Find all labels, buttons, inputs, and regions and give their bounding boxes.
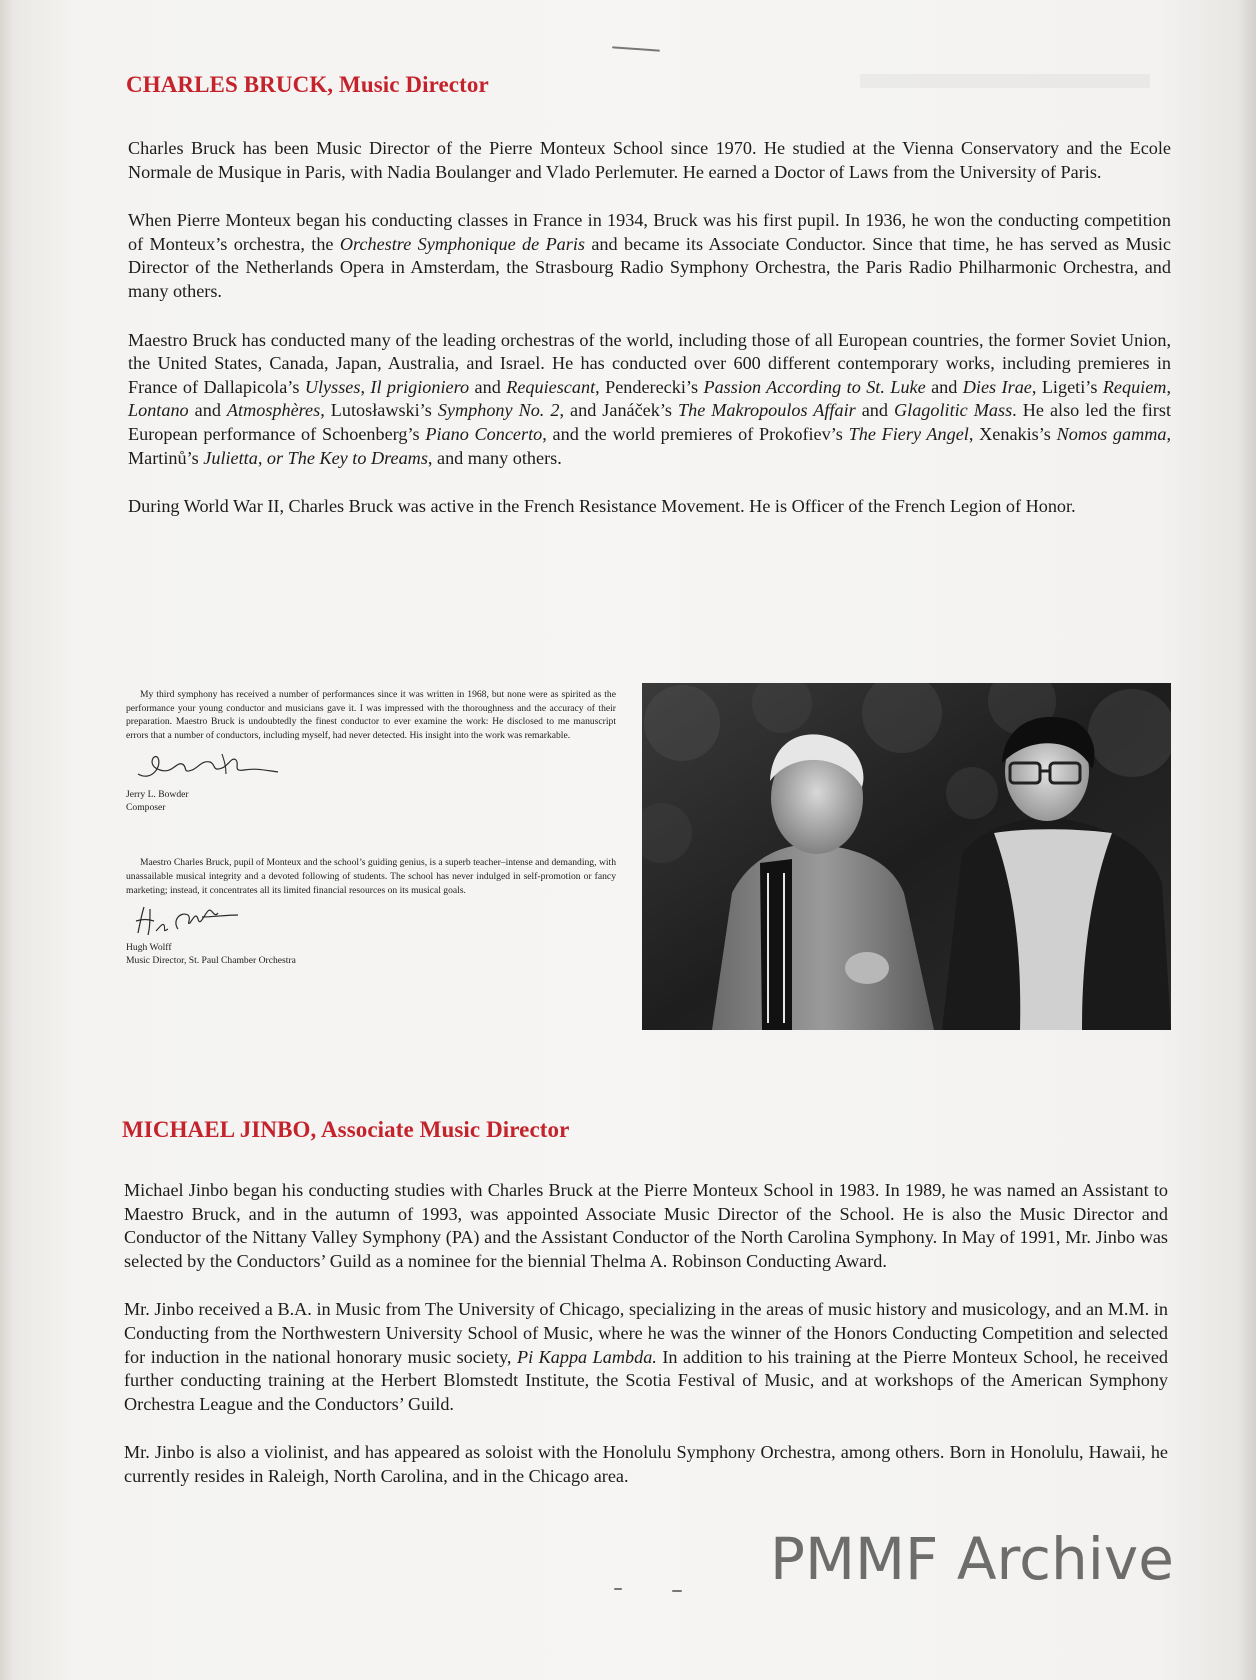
italic-title: Atmosphères — [226, 400, 321, 421]
italic-title: The Makropoulos Affair — [677, 400, 856, 421]
italic-title: Symphony No. 2 — [437, 400, 560, 421]
italic-title: Ulysses — [304, 376, 361, 397]
text-run: . He also led the first European performance of Schoenberg’s — [128, 400, 1171, 444]
text-run: Michael Jinbo began his conducting studies with Charles Bruck at the Pierre Monteux School in 1983. In 1989, he was named an Assistant to Maestro Bruck, and in the autumn of 1993, was appointed Associate Music Director of the School. He is also the Music Director and Conductor of the Nittany Valley Symphony (PA) and the Assistant Conductor of the North Carolina Symphony. In May of 1991, Mr. Jinbo was selected by the Conductors’ Guild as a nominee for the biennial Thelma A. Robinson Conducting Award. — [124, 1180, 1168, 1271]
italic-title: Julietta, or The Key to Dreams — [203, 447, 428, 468]
testimonial-author-name: Jerry L. Bowder — [126, 789, 189, 801]
text-run: , Penderecki’s — [595, 376, 704, 397]
page-shadow-left — [0, 0, 14, 1680]
italic-title: Requiescant — [506, 376, 596, 397]
testimonial-author-name: Hugh Wolff — [126, 942, 172, 954]
bleed-through-shape — [850, 68, 1150, 94]
bruck-biography — [128, 137, 1171, 544]
italic-title: Passion According to St. Luke — [703, 376, 926, 397]
testimonial-author-title: Music Director, St. Paul Chamber Orchestra — [126, 955, 296, 967]
italic-title: Lontano — [128, 400, 189, 421]
bleed-through-bar — [860, 74, 1150, 88]
bruck-heading-role: Music Director — [333, 72, 489, 97]
text-run: and — [188, 400, 227, 421]
text-run: During World War II, Charles Bruck was active in the French Resistance Movement. He is Officer of the French Legion of Honor. — [128, 496, 1076, 517]
testimonial-wolff — [126, 856, 616, 967]
testimonial-author-title: Composer — [126, 802, 166, 814]
paragraph — [124, 1179, 1168, 1273]
paper-smudge — [672, 1590, 682, 1592]
page-shadow-right — [1238, 0, 1256, 1680]
bleed-through-text — [820, 68, 1150, 102]
text-run: , Lutosławski’s — [320, 400, 438, 421]
paper-smudge — [612, 46, 660, 51]
italic-title: The Fiery Angel — [848, 423, 969, 444]
text-run: , Xenakis’s — [968, 423, 1057, 444]
bruck-heading — [126, 72, 489, 98]
text-run: , — [1166, 376, 1171, 397]
testimonial-quote: My third symphony has received a number of performances since it was written in 1968, but none were as spirited as the performance your young conductor and musicians gave it. I was impressed with the thoroughness and the accuracy of their preparation. Maestro Bruck is undoubtedly the finest conductor to ever examine the work: He disclosed to me manuscript errors that a number of conductors, including myself, had never detected. His insight into the work was remarkable. — [126, 689, 616, 741]
text-run: , — [360, 376, 371, 397]
archive-watermark: PMMF Archive — [770, 1525, 1174, 1593]
text-run: and became its Associate Conductor. Since that time, he has served as Music Director of the Netherlands Opera in Amsterdam, the Strasbourg Radio Symphony Orchestra, the Paris Radio Philharmonic Orchestra, and many others. — [128, 233, 1171, 301]
text-run: , and many others. — [427, 447, 562, 468]
photo-hand — [845, 952, 889, 984]
text-run: , Martinů’s — [128, 423, 1171, 468]
italic-title: Pi Kappa Lambda. — [516, 1346, 657, 1367]
italic-title: Requiem — [1102, 376, 1167, 397]
text-run: , and the world premieres of Prokofiev’s — [542, 423, 849, 444]
bowder-signature-icon — [132, 748, 282, 784]
paragraph — [128, 209, 1171, 303]
text-run: and — [469, 376, 507, 397]
text-run: and — [925, 376, 963, 397]
wolff-signature-icon — [132, 903, 242, 939]
paper-smudge — [614, 1588, 622, 1590]
text-run: When Pierre Monteux began his conducting classes in France in 1934, Bruck was his first pupil. In 1936, he won the conducting competition of Monteux’s orchestra, the — [128, 210, 1171, 254]
text-run: , Ligeti’s — [1031, 376, 1103, 397]
text-run: Charles Bruck has been Music Director of the Pierre Monteux School since 1970. He studied at the Vienna Conservatory and the Ecole Normale de Musique in Paris, with Nadia Boulanger and Vlado Perlemuter. He earned a Doctor of Laws from the University of Paris. — [128, 138, 1171, 182]
italic-title: Orchestre Symphonique de Paris — [339, 233, 585, 254]
paragraph — [124, 1298, 1168, 1416]
italic-title: Dies Irae — [962, 376, 1032, 397]
italic-title: Glagolitic Mass — [894, 400, 1013, 421]
text-run: In addition to his training at the Pierre Monteux School, he received further conducting training at the Herbert Blomstedt Institute, the Scotia Festival of Music, and at workshops of the American Symphony Orchestra League and the Conductors’ Guild. — [124, 1346, 1168, 1414]
testimonial-quote: Maestro Charles Bruck, pupil of Monteux and the school’s guiding genius, is a superb teacher–intense and demanding, with unassailable musical integrity and a devoted following of students. The school has never indulged in self-promotion or fancy marketing; instead, it concentrates all its limited financial resources on its musical goals. — [126, 857, 616, 896]
italic-title: Il prigioniero — [370, 376, 470, 397]
testimonial-attribution — [126, 941, 616, 967]
text-run: Maestro Bruck has conducted many of the leading orchestras of the world, including those of all European countries, the former Soviet Union, the United States, Canada, Japan, Australia, and Israel. He has conducted over 600 different contemporary works, including premieres in France of Dallapicola’s — [128, 329, 1171, 397]
testimonial-bowder — [126, 688, 616, 814]
photo-scarf — [760, 859, 792, 1030]
paragraph — [128, 137, 1171, 184]
photo-monteux-school-conductors — [642, 683, 1171, 1030]
bruck-heading-name: CHARLES BRUCK, — [126, 72, 334, 97]
paragraph — [128, 329, 1171, 471]
text-run: , and Janáček’s — [559, 400, 678, 421]
paragraph — [128, 495, 1171, 519]
jinbo-heading — [122, 1117, 569, 1143]
paragraph — [124, 1441, 1168, 1488]
italic-title: Piano Concerto — [425, 423, 543, 444]
testimonial-attribution — [126, 788, 616, 814]
jinbo-heading-role: Associate Music Director — [316, 1117, 570, 1142]
text-run: and — [855, 400, 894, 421]
testimonials — [126, 688, 616, 967]
italic-title: Nomos gamma — [1056, 423, 1167, 444]
text-run: Mr. Jinbo received a B.A. in Music from The University of Chicago, specializing in the areas of music history and musicology, and an M.M. in Conducting from the Northwestern University School of Music, where he was the winner of the Honors Conducting Competition and selected for induction in the national honorary music society, — [124, 1299, 1168, 1367]
photo-image — [642, 683, 1171, 1030]
jinbo-heading-name: MICHAEL JINBO, — [122, 1117, 317, 1142]
jinbo-biography — [124, 1179, 1168, 1514]
text-run: Mr. Jinbo is also a violinist, and has appeared as soloist with the Honolulu Symphony Orchestra, among others. Born in Honolulu, Hawaii, he currently resides in Raleigh, North Carolina, and in the Chicago area. — [124, 1442, 1168, 1486]
